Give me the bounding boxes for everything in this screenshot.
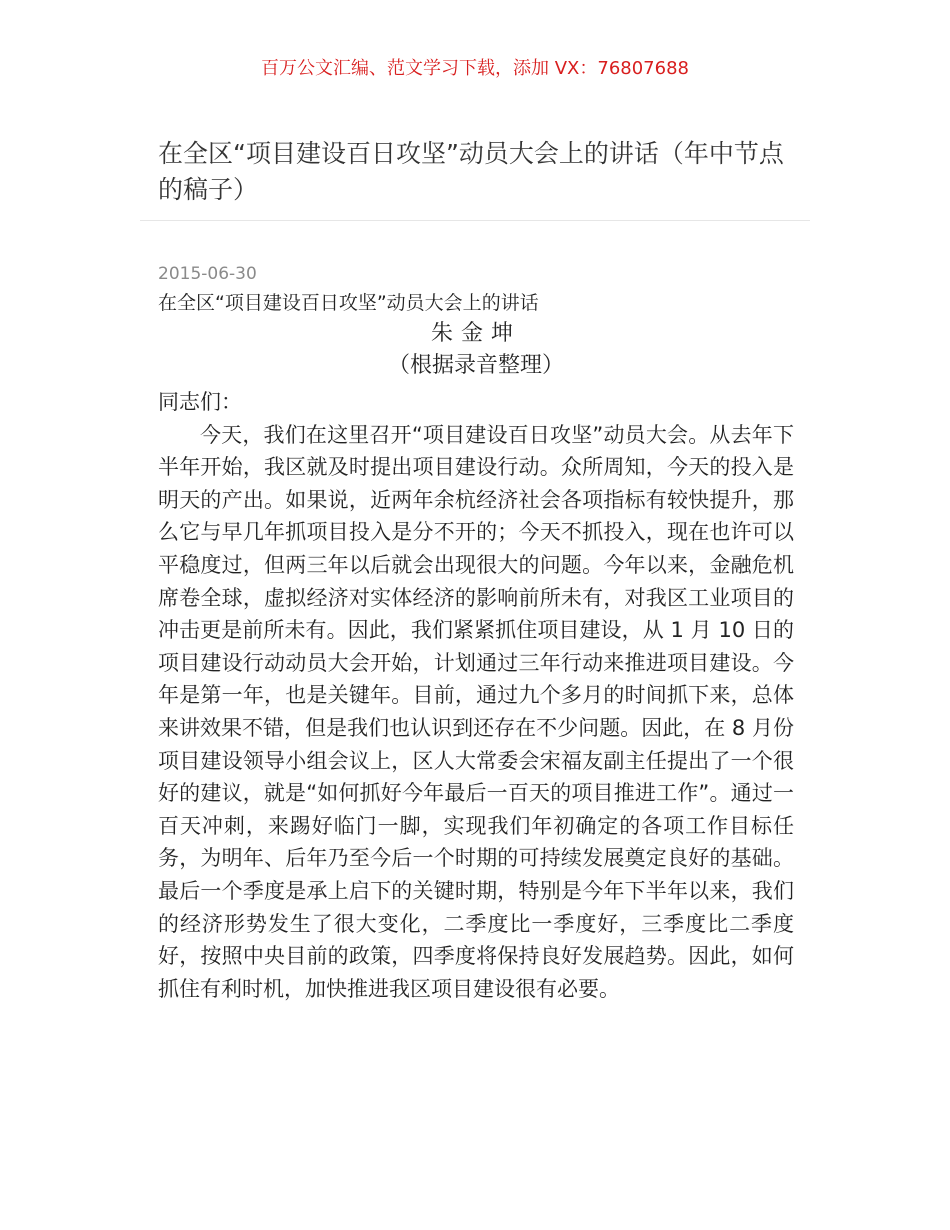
body-paragraph: 今天，我们在这里召开“项目建设百日攻坚”动员大会。从去年下半年开始，我区就及时提出项目建设行动。众所周知，今天的投入是明天的产出。如果说，近两年余杭经济社会各项指标有较快提升，那么它与早几年抓项目投入是分不开的；今天不抓投入，现在也许可以平稳度过，但两三年以后就会出现很大的问题。今年以来，金融危机席卷全球，虚拟经济对实体经济的影响前所未有，对我区工业项目的冲击更是前所未有。因此，我们紧紧抓住项目建设，从 1 月 10 日的项目建设行动动员大会开始，计划通过三年行动来推进项目建设。今年是第一年，也是关键年。目前，通过九个多月的时间抓下来，总体来讲效果不错，但是我们也认识到还存在不少问题。因此，在 8 月份项目建设领导小组会议上，区人大常委会宋福友副主任提出了一个很好的建议，就是“如何抓好今年最后一百天的项目推进工作”。通过一百天冲刺，来踢好临门一脚，实现我们年初确定的各项工作目标任务，为明年、后年乃至今后一个时期的可持续发展奠定良好的基础。最后一个季度是承上启下的关键时期，特别是今年下半年以来，我们的经济形势发生了很大变化，二季度比一季度好，三季度比二季度好，按照中央目前的政策，四季度将保持良好发展趋势。因此，如何抓住有利时机，加快推进我区项目建设很有必要。 (158, 422, 794, 1001)
greeting: 同志们： (158, 390, 242, 414)
speaker-name: 朱金坤 (430, 321, 521, 346)
header-banner: 百万公文汇编、范文学习下载，添加 VX：76807688 (261, 58, 689, 79)
publish-date: 2015-06-30 (158, 264, 257, 284)
article-title: 在全区“项目建设百日攻坚”动员大会上的讲话（年中节点的稿子） (158, 139, 784, 204)
title-divider (140, 220, 810, 221)
article-body (158, 288, 794, 1005)
speech-subtitle: 在全区“项目建设百日攻坚”动员大会上的讲话 (158, 292, 539, 314)
transcription-note: （根据录音整理） (387, 353, 564, 378)
